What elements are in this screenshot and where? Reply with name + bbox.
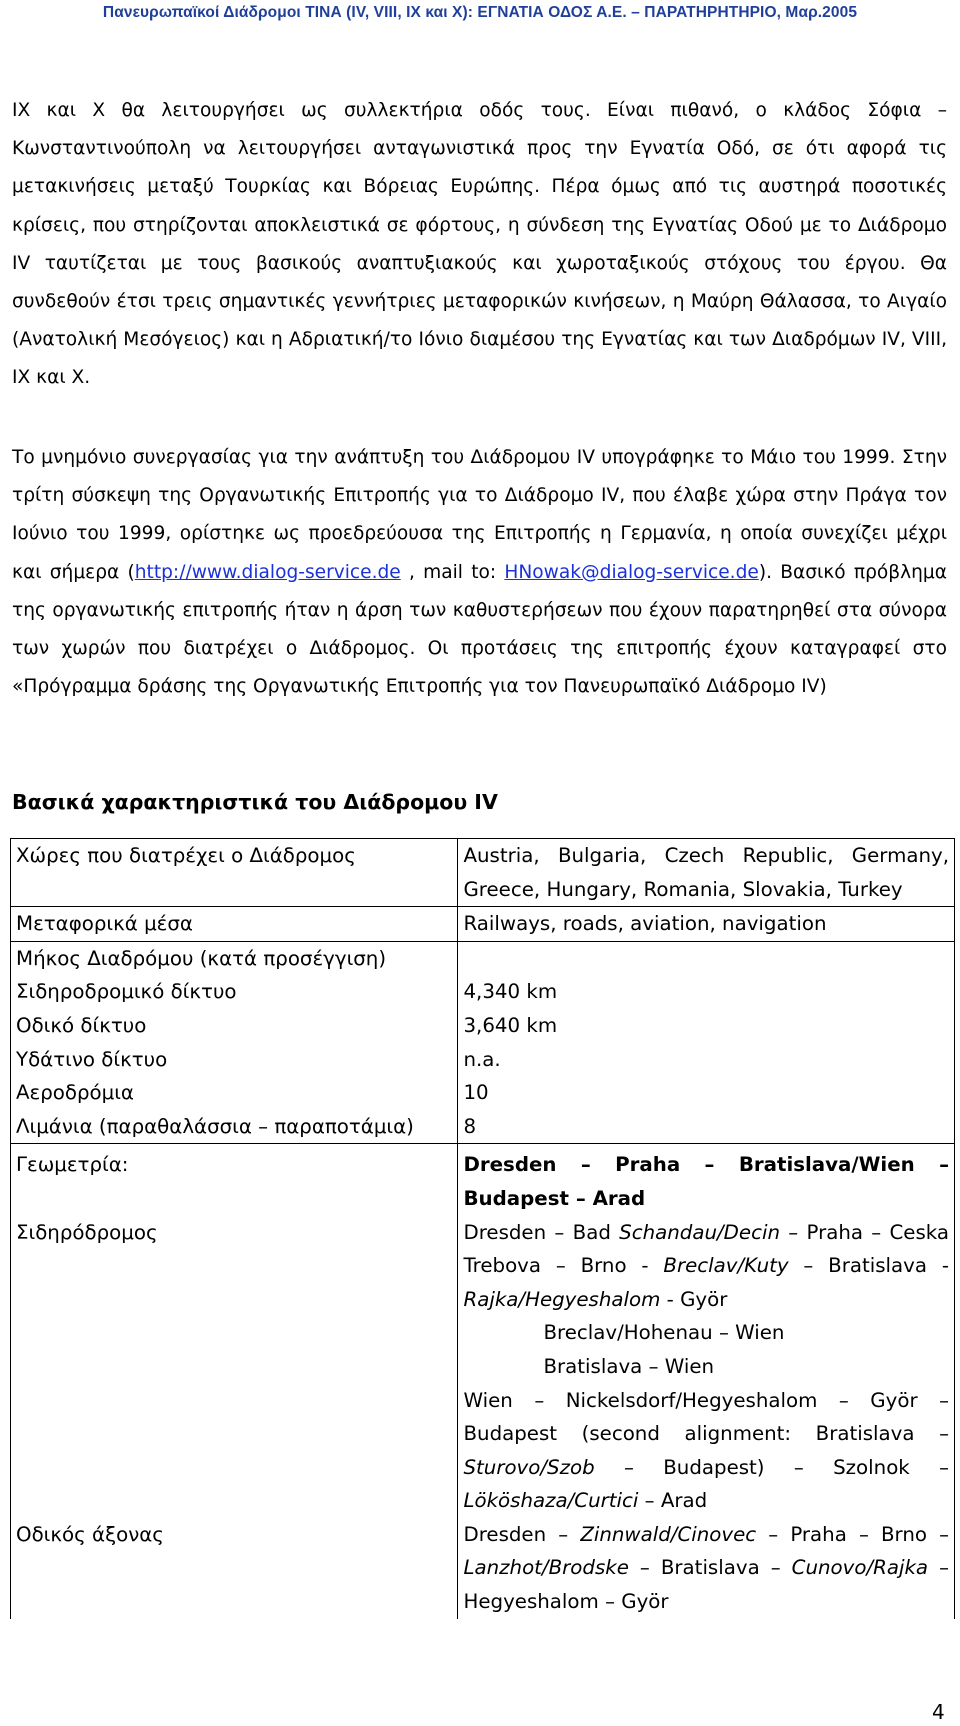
ports-value: 8 xyxy=(463,1114,477,1138)
spacer xyxy=(16,1484,452,1518)
paragraph-1: IX και X θα λειτουργήσει ως συλλεκτήρια οδός τους. Είναι πιθανό, ο κλάδος Σόφια – Κωνσταντινούπολη να λειτουργήσει ανταγωνιστικά προς την Εγνατία Οδό, σε ότι αφορά τις μετακινήσεις μεταξύ Τουρκίας και Βόρειας Ευρώπης. Πέρα όμως από τις αυστηρά ποσοτικές κρίσεις, που στηρίζονται αποκλειστικά σε φόρτους, η σύνδεση της Εγνατίας Οδού με το Διάδρομο IV ταυτίζεται με τους βασικούς αναπτυξιακούς και χωροταξικούς στόχους του έργου. Θα συνδεθούν έτσι τρεις σημαντικές γεννήτριες μεταφορικών κινήσεων, η Μαύρη Θάλασσα, το Αιγαίο (Ανατολική Μεσόγειος) και η Αδριατική/το Ιόνιο διαμέσου της Εγνατίας και των Διαδρόμων IV, VIII, IX και X. xyxy=(12,100,947,389)
rail-network-label: Σιδηροδρομικό δίκτυο xyxy=(16,980,237,1004)
table-row xyxy=(11,839,955,907)
water-network-label: Υδάτινο δίκτυο xyxy=(16,1047,168,1071)
page-header: Πανευρωπαϊκοί Διάδρομοι ΤΙΝΑ (IV, VIII, IX και X): ΕΓΝΑΤΙΑ ΟΔΟΣ Α.Ε. – ΠΑΡΑΤΗΡΗΤΗΡΙΟ, Μαρ.2005 xyxy=(102,4,858,21)
route-text: - Györ xyxy=(660,1287,728,1311)
railway-route-4 xyxy=(463,1384,949,1518)
road-network-value: 3,640 km xyxy=(463,1013,558,1037)
table-cell-label: Μεταφορικά μέσα xyxy=(11,907,458,942)
email-link[interactable]: HNowak@dialog-service.de xyxy=(504,561,759,583)
spacer xyxy=(16,1249,452,1283)
route-text: Dresden – xyxy=(463,1522,581,1546)
route-text-italic: Schandau/Decin xyxy=(619,1220,780,1244)
paragraph-2-text-b: , mail to: xyxy=(400,561,505,583)
spacer xyxy=(16,1384,452,1418)
rail-network-value: 4,340 km xyxy=(463,980,558,1004)
road-route xyxy=(463,1518,949,1619)
table-cell-value xyxy=(458,941,955,1144)
road-axis-label: Οδικός άξονας xyxy=(16,1522,164,1546)
paragraph-2-text-c: ). Βασικό πρόβλημα της οργανωτικής επιτροπής ήταν η άρση των καθυστερήσεων που έχουν παρατηρηθεί στα σύνορα των χωρών που διατρέχει ο Διάδρομος. Οι προτάσεις της επιτροπής έχουν καταγραφεί στο «Πρόγραμμα δράσης της Οργανωτικής Επιτροπής για τον Πανευρωπαϊκό Διάδρομο IV) xyxy=(12,561,948,698)
railway-route-3: Bratislava – Wien xyxy=(543,1354,715,1378)
table-cell-label: Χώρες που διατρέχει ο Διάδρομος xyxy=(11,839,458,907)
spacer xyxy=(16,1350,452,1384)
route-text: – Arad xyxy=(638,1489,708,1513)
route-text: – Praha – Brno – xyxy=(756,1522,949,1546)
route-text-italic: Breclav/Kuty xyxy=(663,1254,789,1278)
railway-label: Σιδηρόδρομος xyxy=(16,1220,158,1244)
ports-label: Λιμάνια (παραθαλάσσια – παραποτάμια) xyxy=(16,1114,414,1138)
route-text-italic: Zinnwald/Cinovec xyxy=(580,1522,757,1546)
table-cell-value xyxy=(458,1144,955,1619)
paragraph-2 xyxy=(12,439,947,706)
section-heading: Βασικά χαρακτηριστικά του Διάδρομου IV xyxy=(12,790,498,814)
airports-value: 10 xyxy=(463,1081,489,1105)
route-text-italic: Lököshaza/Curtici xyxy=(463,1489,639,1513)
geometry-value: Dresden – Praha – Bratislava/Wien – Budapest – Arad xyxy=(463,1153,949,1210)
airports-label: Αεροδρόμια xyxy=(16,1081,134,1105)
route-text-italic: Lanzhot/Brodske xyxy=(463,1556,629,1580)
route-text: – Budapest) – Szolnok – xyxy=(594,1455,949,1479)
route-text: – Bratislava – xyxy=(628,1556,792,1580)
water-network-value: n.a. xyxy=(463,1047,501,1071)
route-text-italic: Sturovo/Szob xyxy=(463,1455,595,1479)
spacer xyxy=(463,942,949,976)
road-network-label: Οδικό δίκτυο xyxy=(16,1013,147,1037)
dialog-service-link[interactable]: http://www.dialog-service.de xyxy=(134,561,401,583)
railway-route-1 xyxy=(463,1216,949,1317)
paragraph-2-text-a: Το μνημόνιο συνεργασίας για την ανάπτυξη του Διάδρομου IV υπογράφηκε το Μάιο του 1999. Στην τρίτη σύσκεψη της Οργανωτικής Επιτροπής για το Διάδρομο IV, που έλαβε χώρα στην Πράγα τον Ιούνιο του 1999, ορίστηκε ως προεδρεύουσα της Επιτροπής η Γερμανία, η οποία συνεχίζει μέχρι και σήμερα ( xyxy=(12,447,947,583)
spacer xyxy=(16,1316,452,1350)
table-row xyxy=(11,1144,955,1619)
railway-route-2: Breclav/Hohenau – Wien xyxy=(543,1321,785,1345)
corridor-table xyxy=(10,838,955,1619)
spacer xyxy=(16,1182,452,1216)
table-cell-label xyxy=(11,941,458,1144)
table-cell-value: Railways, roads, aviation, navigation xyxy=(458,907,955,942)
spacer xyxy=(16,1283,452,1317)
spacer xyxy=(16,1417,452,1451)
route-text: Wien – Nickelsdorf/Hegyeshalom – Györ – Budapest (second alignment: Bratislava – xyxy=(463,1388,949,1446)
length-title: Μήκος Διαδρόμου (κατά προσέγγιση) xyxy=(16,946,387,970)
table-cell-label xyxy=(11,1144,458,1619)
spacer xyxy=(16,1451,452,1485)
table-cell-value: Austria, Bulgaria, Czech Republic, Germany, Greece, Hungary, Romania, Slovakia, Turkey xyxy=(458,839,955,907)
table-row xyxy=(11,907,955,942)
route-text: Dresden – Bad xyxy=(463,1220,620,1244)
table-row xyxy=(11,941,955,1144)
page-number: 4 xyxy=(932,1700,945,1724)
route-text-italic: Rajka/Hegyeshalom xyxy=(463,1287,661,1311)
route-text-italic: Cunovo/Rajka xyxy=(791,1556,929,1580)
geometry-label: Γεωμετρία: xyxy=(16,1153,129,1177)
route-text: – Praha – Ceska Trebova – Brno - xyxy=(463,1220,949,1278)
route-text: – Hegyeshalom – Györ xyxy=(463,1556,949,1614)
route-text: – Bratislava - xyxy=(788,1254,949,1278)
